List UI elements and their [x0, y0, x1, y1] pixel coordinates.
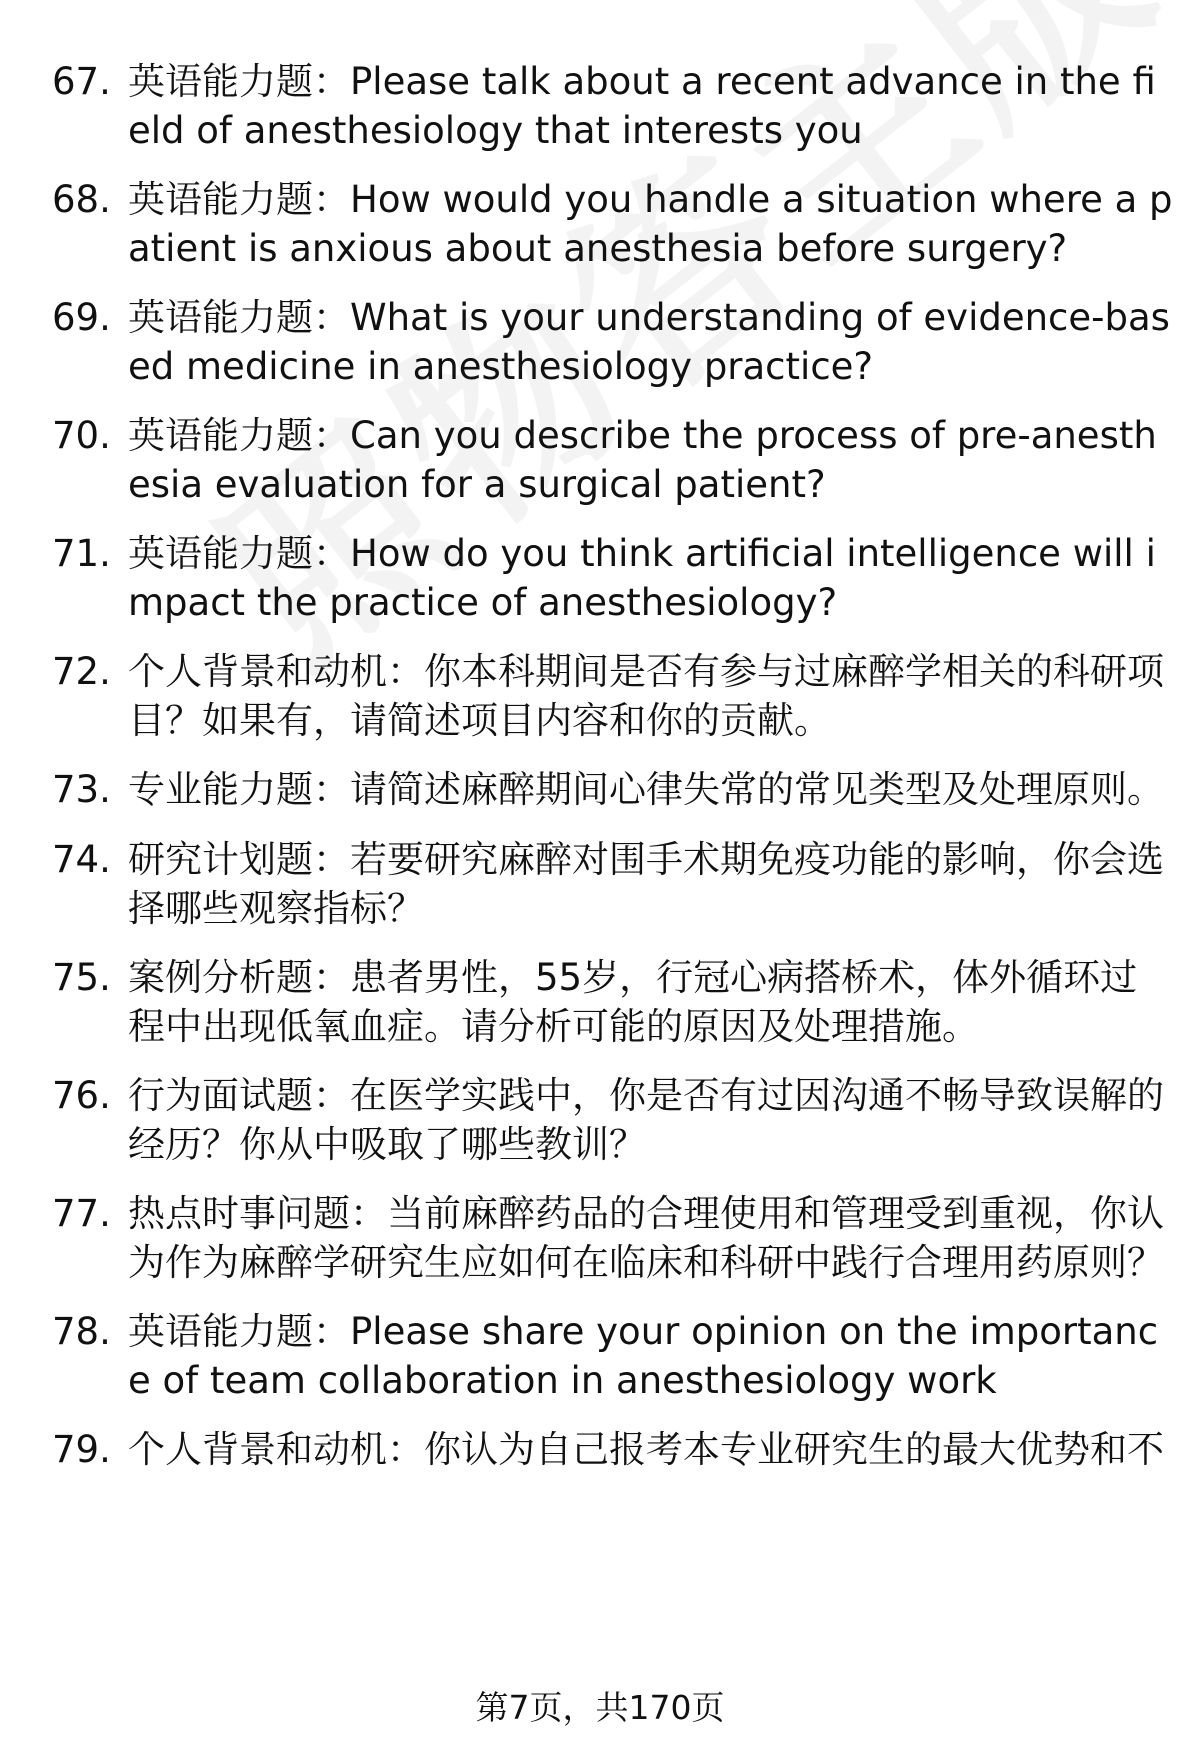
question-number: 73. [52, 768, 111, 811]
question-text: 热点时事问题：当前麻醉药品的合理使用和管理受到重视，你认为作为麻醉学研究生应如何在临床和科研中践行合理用药原则？ [128, 1192, 1164, 1284]
question-text: 案例分析题：患者男性，55岁，行冠心病搭桥术，体外循环过程中出现低氧血症。请分析可能的原因及处理措施。 [128, 956, 1138, 1048]
question-number: 71. [52, 532, 111, 575]
question-number: 70. [52, 414, 111, 457]
question-text: 英语能力题：What is your understanding of evidence-based medicine in anesthesiology practice? [128, 296, 1170, 388]
question-text: 研究计划题：若要研究麻醉对围手术期免疫功能的影响，你会选择哪些观察指标？ [128, 838, 1164, 930]
question-number: 77. [52, 1192, 111, 1235]
question-text: 英语能力题：How do you think artificial intelligence will impact the practice of anesthesiology? [128, 532, 1156, 624]
question-number: 75. [52, 956, 111, 999]
question-item [0, 648, 1200, 766]
question-number: 78. [52, 1310, 111, 1353]
question-text: 英语能力题：Can you describe the process of pre-anesthesia evaluation for a surgical patient? [128, 414, 1157, 506]
question-item [0, 530, 1200, 648]
question-text: 英语能力题：Please talk about a recent advance in the field of anesthesiology that interests you [128, 60, 1156, 152]
question-number: 67. [52, 60, 111, 103]
question-item [0, 1072, 1200, 1190]
question-text: 个人背景和动机：你本科期间是否有参与过麻醉学相关的科研项目？如果有，请简述项目内容和你的贡献。 [128, 650, 1164, 742]
question-list [0, 58, 1200, 1486]
question-item [0, 58, 1200, 176]
question-text: 行为面试题：在医学实践中，你是否有过因沟通不畅导致误解的经历？你从中吸取了哪些教训？ [128, 1074, 1164, 1166]
question-item [0, 1426, 1200, 1486]
question-item [0, 836, 1200, 954]
question-item [0, 294, 1200, 412]
question-item [0, 1308, 1200, 1426]
question-number: 68. [52, 178, 111, 221]
page-footer: 第7页，共170页 [475, 1688, 725, 1727]
question-number: 72. [52, 650, 111, 693]
question-number: 74. [52, 838, 111, 881]
question-item [0, 176, 1200, 294]
question-number: 79. [52, 1428, 111, 1471]
question-text: 英语能力题：How would you handle a situation where a patient is anxious about anesthesia before surgery? [128, 178, 1173, 270]
question-item [0, 954, 1200, 1072]
question-text: 英语能力题：Please share your opinion on the importance of team collaboration in anesthesiology work [128, 1310, 1159, 1402]
question-item [0, 766, 1200, 836]
question-number: 76. [52, 1074, 111, 1117]
question-text: 专业能力题：请简述麻醉期间心律失常的常见类型及处理原则。 [128, 768, 1164, 811]
question-item [0, 1190, 1200, 1308]
question-item [0, 412, 1200, 530]
question-text: 个人背景和动机：你认为自己报考本专业研究生的最大优势和不 [128, 1428, 1164, 1471]
question-number: 69. [52, 296, 111, 339]
